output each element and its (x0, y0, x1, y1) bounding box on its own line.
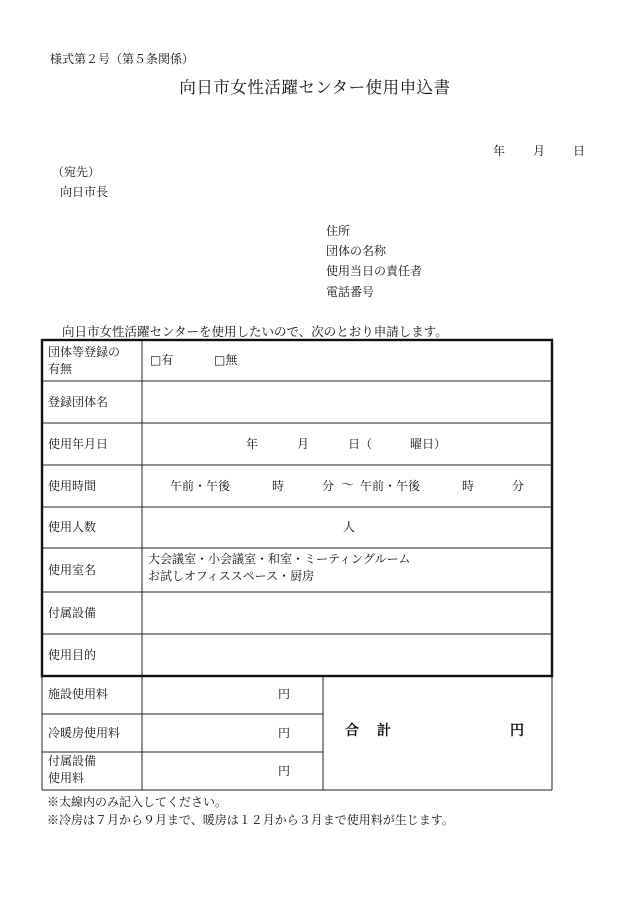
usage-time-end-hour: 時 (462, 479, 475, 493)
date-day: 日 (573, 144, 586, 158)
purpose-label: 使用目的 (48, 648, 97, 662)
equipment-fee-label: 付属設備 使用料 (48, 754, 97, 785)
note-bold-border: ※太線内のみ記入してください。 (47, 795, 228, 809)
room-label: 使用室名 (48, 563, 97, 577)
usage-time-start-hour: 時 (272, 479, 285, 493)
usage-time-end-ampm: 午前・午後 (360, 479, 421, 493)
addressee-label: （宛先） (52, 165, 101, 179)
num-people-unit: 人 (343, 520, 356, 534)
usage-date-weekday: 曜日） (410, 437, 447, 451)
purpose-field[interactable] (144, 636, 550, 674)
equipment-fee-unit: 円 (278, 764, 291, 778)
registered-group-field[interactable] (144, 383, 550, 421)
room-options: 大会議室・小会議室・和室・ミーティングルーム お試しオフィススペース・厨房 (148, 552, 411, 583)
applicant-person-in-charge-label: 使用当日の責任者 (326, 264, 423, 278)
heating-cooling-fee-label: 冷暖房使用料 (48, 726, 121, 740)
addressee-name: 向日市長 (60, 185, 109, 199)
registration-yes-checkbox[interactable]: □有 (150, 353, 174, 367)
usage-time-label: 使用時間 (48, 479, 97, 493)
registered-group-label: 登録団体名 (48, 395, 109, 409)
date-month: 月 (533, 144, 546, 158)
usage-date-label: 使用年月日 (48, 437, 109, 451)
usage-time-start-min: 分 (322, 479, 335, 493)
equipment-field[interactable] (144, 594, 550, 632)
total-unit: 円 (510, 723, 524, 739)
usage-date-year: 年 (246, 437, 259, 451)
equipment-label: 付属設備 (48, 606, 97, 620)
usage-date-month: 月 (297, 437, 310, 451)
num-people-label: 使用人数 (48, 520, 97, 534)
intro-text: 向日市女性活躍センターを使用したいので、次のとおり申請します。 (62, 324, 448, 339)
facility-fee-label: 施設使用料 (48, 687, 109, 701)
total-label: 合 計 (345, 723, 393, 739)
applicant-address-label: 住所 (326, 224, 351, 238)
heating-cooling-fee-unit: 円 (278, 726, 291, 740)
form-number: 様式第２号（第５条関係） (50, 52, 195, 66)
usage-date-day: 日（ (348, 437, 373, 451)
document-title: 向日市女性活躍センター使用申込書 (179, 78, 451, 97)
applicant-group-name-label: 団体の名称 (326, 244, 387, 258)
registration-no-checkbox[interactable]: □無 (214, 353, 238, 367)
usage-time-tilde: ～ (341, 478, 355, 493)
facility-fee-unit: 円 (278, 687, 291, 701)
registration-label: 団体等登録の 有無 (48, 345, 121, 376)
date-year: 年 (493, 144, 506, 158)
usage-time-start-ampm: 午前・午後 (170, 479, 231, 493)
usage-time-end-min: 分 (512, 479, 525, 493)
note-season-fee: ※冷房は７月から９月まで、暖房は１２月から３月まで使用料が生じます。 (47, 813, 454, 827)
applicant-phone-label: 電話番号 (326, 285, 375, 299)
